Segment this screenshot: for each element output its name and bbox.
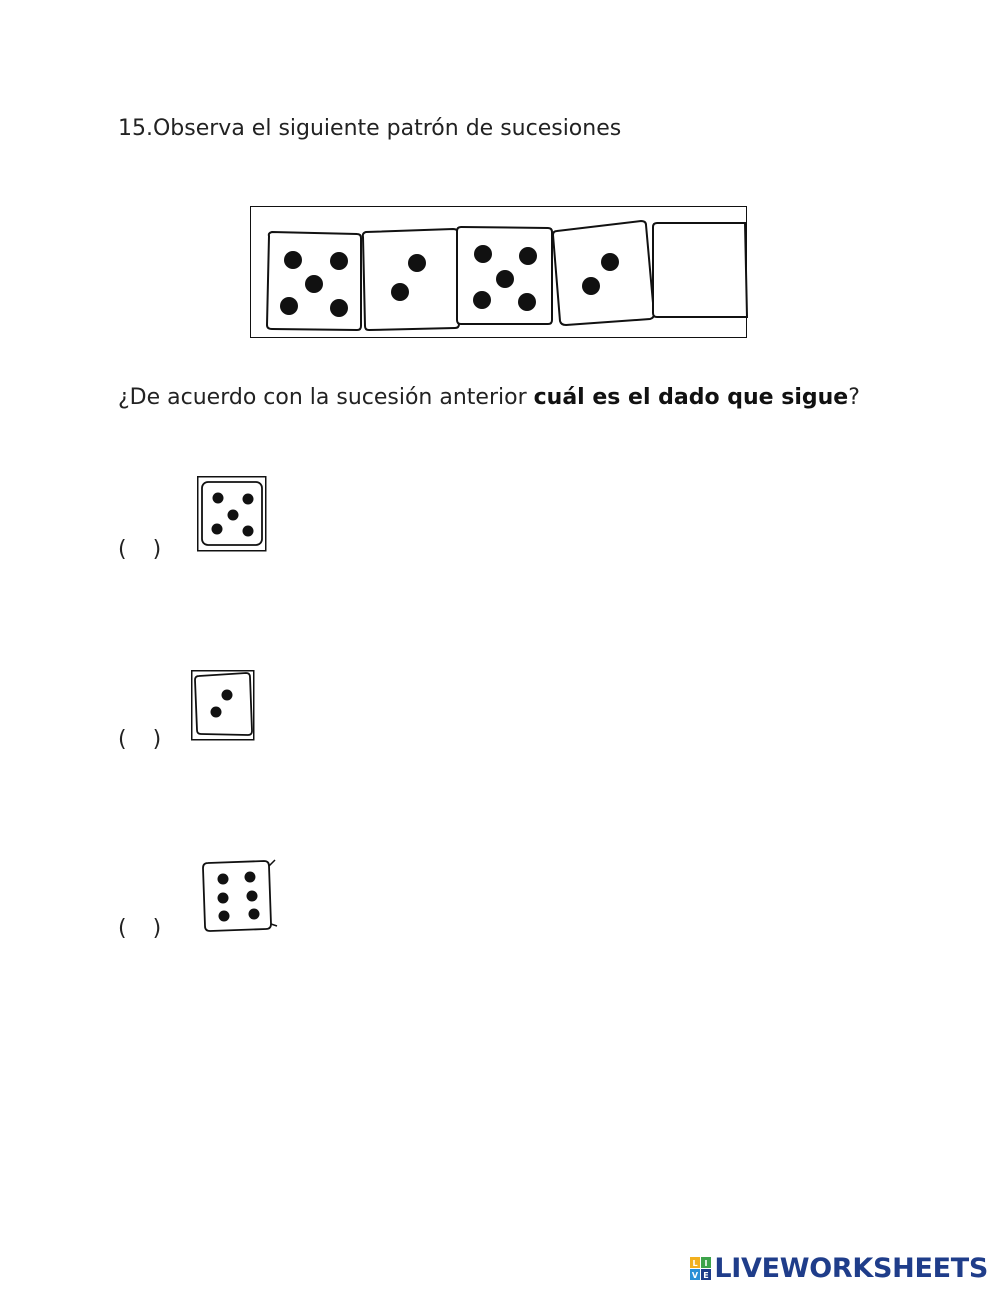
pip (245, 872, 256, 883)
sequence-die-five (457, 227, 552, 324)
pip (249, 909, 260, 920)
pip (213, 493, 224, 504)
pip (243, 494, 254, 505)
sequence-die-two (553, 221, 654, 325)
dice-sequence (251, 207, 748, 339)
option-3-answer-box[interactable]: ( ) (118, 916, 162, 941)
pip (247, 891, 258, 902)
pip (280, 297, 298, 315)
pip (582, 277, 600, 295)
pip (243, 526, 254, 537)
pip (473, 291, 491, 309)
pip (222, 690, 233, 701)
pip (228, 510, 239, 521)
question-prompt: ¿De acuerdo con la sucesión anterior cuál es el dado que sigue? (118, 385, 860, 410)
question-prompt-bold: cuál es el dado que sigue (533, 385, 849, 410)
svg-text:E: E (703, 1270, 710, 1280)
sequence-die-two (363, 229, 459, 330)
option-1-answer-box[interactable]: ( ) (118, 537, 162, 562)
pip (219, 911, 230, 922)
option-2-answer-box[interactable]: ( ) (118, 727, 162, 752)
pip (211, 707, 222, 718)
question-title: 15.Observa el siguiente patrón de sucesiones (118, 116, 622, 141)
pip (330, 299, 348, 317)
pip (408, 254, 426, 272)
svg-text:L: L (692, 1258, 698, 1268)
option-2-die-two (191, 670, 255, 741)
pip (474, 245, 492, 263)
pip (218, 874, 229, 885)
option-3-die-six (199, 858, 279, 934)
sequence-die-five (267, 232, 361, 330)
liveworksheets-logo (690, 1253, 988, 1284)
pip (391, 283, 409, 301)
svg-text:I: I (704, 1258, 708, 1268)
pip (212, 524, 223, 535)
pip (284, 251, 302, 269)
dice-sequence-box (250, 206, 747, 338)
logo-text: LIVEWORKSHEETS (714, 1253, 988, 1284)
liveworksheets-mark-icon (690, 1256, 712, 1282)
pip (330, 252, 348, 270)
svg-text:V: V (692, 1270, 699, 1280)
pip (305, 275, 323, 293)
sequence-die-empty (653, 223, 747, 317)
pip (496, 270, 514, 288)
pip (218, 893, 229, 904)
pip (518, 293, 536, 311)
pip (519, 247, 537, 265)
option-1-die-five (197, 476, 267, 552)
pip (601, 253, 619, 271)
